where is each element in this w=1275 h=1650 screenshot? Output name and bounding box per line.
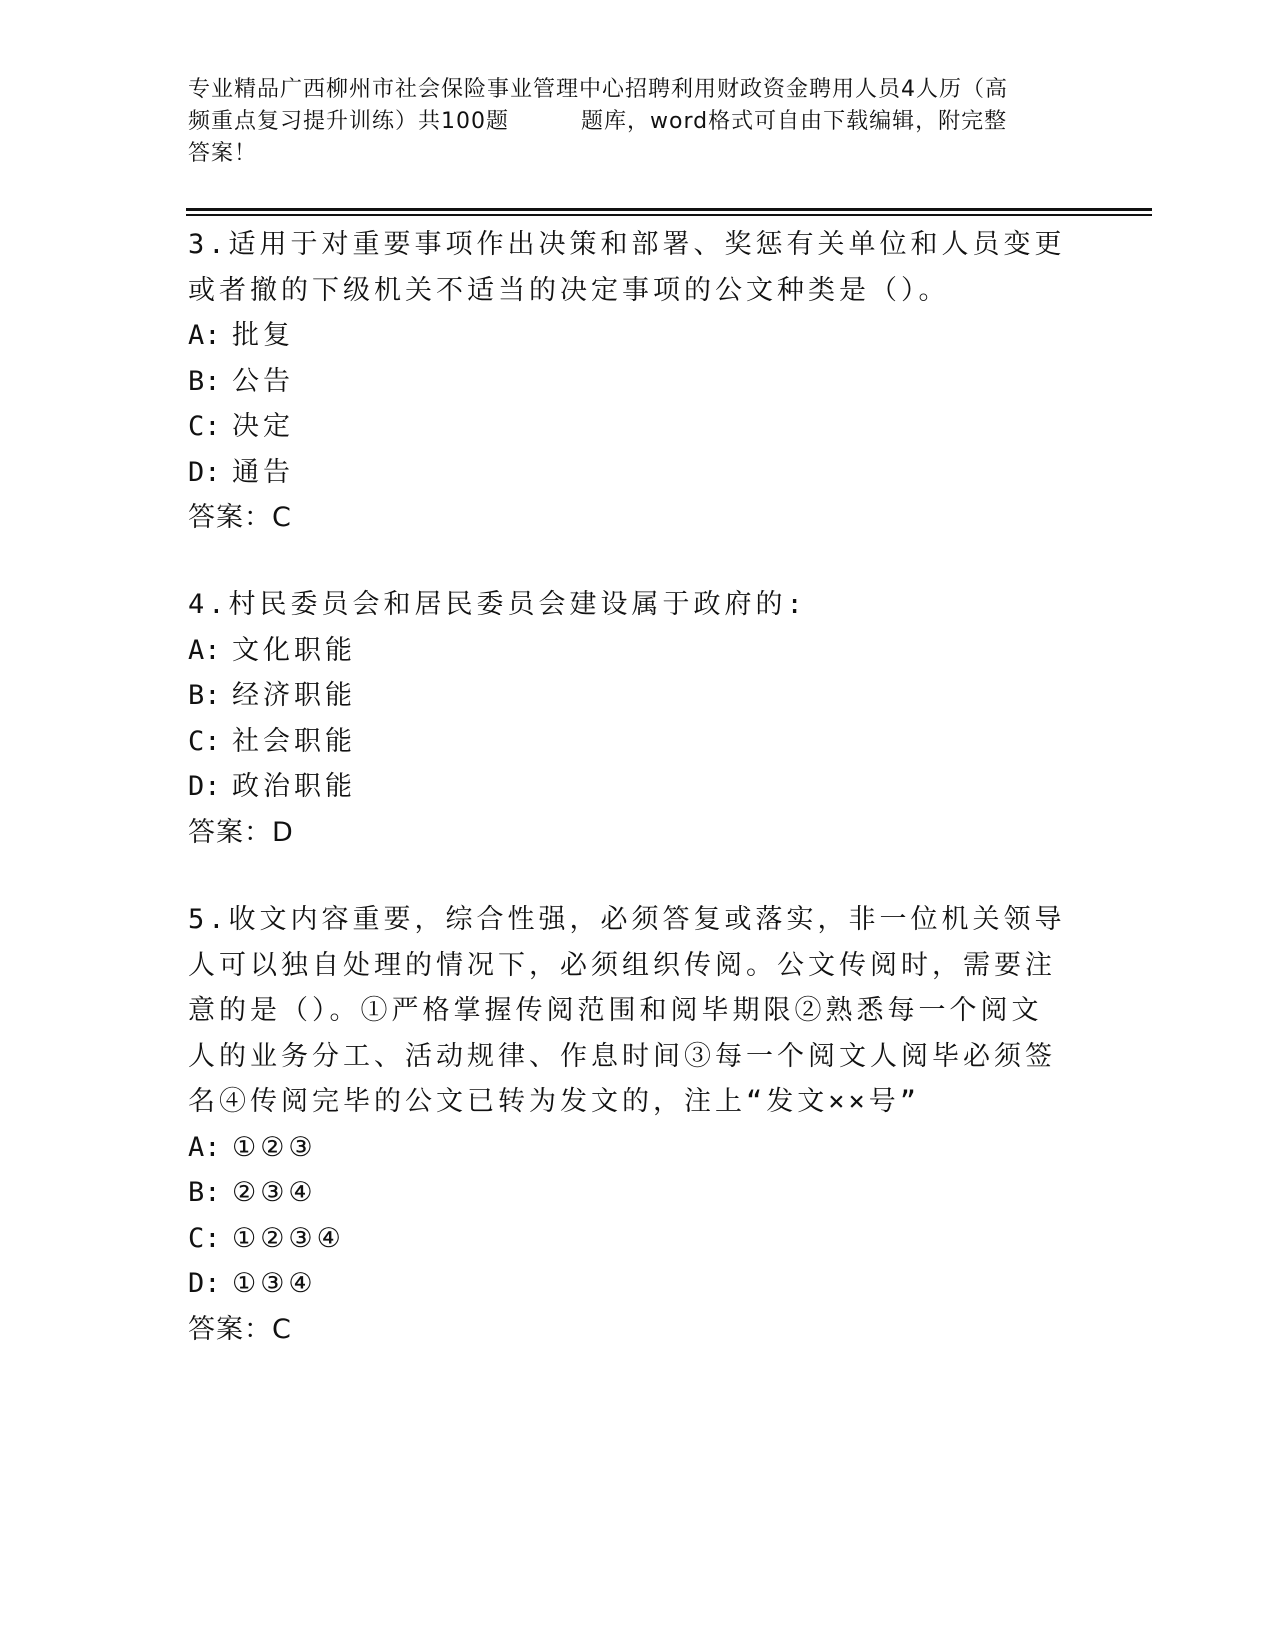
- header-line-2: [188, 106, 1088, 138]
- option-d: [188, 764, 1068, 810]
- option-a: [188, 1125, 1068, 1171]
- option-text: 通告: [232, 456, 294, 488]
- option-d: [188, 450, 1068, 496]
- option-a: [188, 313, 1068, 359]
- header-divider-thin: [186, 214, 1152, 216]
- option-d: [188, 1261, 1068, 1307]
- header-line-2a: 频重点复习提升训练）共100题: [188, 109, 509, 134]
- option-key: B:: [188, 365, 221, 397]
- document-header: [188, 74, 1088, 170]
- header-line-2b: 题库，word格式可自由下载编辑，附完整: [581, 109, 1008, 134]
- option-key: C:: [188, 1222, 221, 1254]
- option-text: 文化职能: [232, 634, 356, 666]
- option-c: [188, 1216, 1068, 1262]
- option-key: A:: [188, 634, 221, 666]
- answer-line: 答案：D: [188, 816, 294, 848]
- option-key: D:: [188, 456, 221, 488]
- option-key: D:: [188, 1268, 221, 1299]
- answer-line: 答案：C: [188, 1313, 292, 1345]
- question-3: [188, 222, 1068, 541]
- option-text: 社会职能: [232, 725, 356, 757]
- option-text: ②③④: [232, 1177, 317, 1208]
- option-key: D:: [188, 771, 221, 802]
- option-a: [188, 628, 1068, 674]
- option-b: [188, 673, 1068, 719]
- option-text: 政治职能: [232, 771, 356, 802]
- question-stem: 3.适用于对重要事项作出决策和部署、奖惩有关单位和人员变更或者撤的下级机关不适当的决定事项的公文种类是（）。: [188, 229, 1066, 306]
- option-key: A:: [188, 1131, 221, 1163]
- option-text: ①②③: [232, 1131, 317, 1163]
- option-key: C:: [188, 725, 221, 757]
- option-text: 批复: [232, 320, 294, 351]
- option-key: A:: [188, 320, 221, 351]
- option-b: [188, 1170, 1068, 1216]
- option-text: ①③④: [232, 1268, 317, 1299]
- question-stem: 4.村民委员会和居民委员会建设属于政府的:: [188, 589, 807, 620]
- header-line-3: 答案！: [188, 141, 258, 166]
- option-key: C:: [188, 411, 221, 442]
- option-text: 经济职能: [232, 680, 356, 711]
- option-text: ①②③④: [232, 1222, 345, 1254]
- option-c: [188, 719, 1068, 765]
- option-b: [188, 359, 1068, 405]
- question-stem: 5.收文内容重要，综合性强，必须答复或落实，非一位机关领导人可以独自处理的情况下，必须组织传阅。公文传阅时，需要注意的是（）。①严格掌握传阅范围和阅毕期限②熟悉每一个阅文人的业务分工、活动规律、作息时间③每一个阅文人阅毕必须签名④传阅完毕的公文已转为发文的，注上“发文××号”: [188, 904, 1066, 1117]
- question-4: [188, 582, 1068, 855]
- option-c: [188, 404, 1068, 450]
- option-text: 公告: [232, 365, 294, 397]
- header-line-1: 专业精品广西柳州市社会保险事业管理中心招聘利用财政资金聘用人员4人历（高: [188, 77, 1008, 102]
- option-text: 决定: [232, 411, 294, 442]
- header-divider-thick: [186, 208, 1152, 211]
- question-5: [188, 897, 1068, 1352]
- answer-line: 答案：C: [188, 502, 292, 533]
- option-key: B:: [188, 680, 221, 711]
- option-key: B:: [188, 1177, 221, 1208]
